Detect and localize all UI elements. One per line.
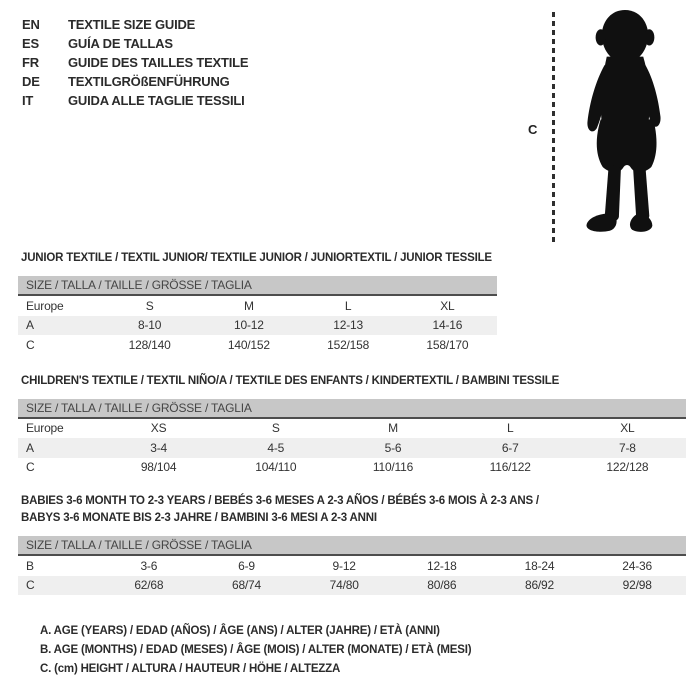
language-label: TEXTILGRÖßENFÜHRUNG bbox=[68, 74, 230, 89]
size-header-row: SIZE / TALLA / TAILLE / GRÖSSE / TAGLIA bbox=[18, 399, 686, 419]
language-row-fr bbox=[22, 53, 248, 72]
table-cell: 6-7 bbox=[501, 440, 519, 455]
language-label: GUIDA ALLE TAGLIE TESSILI bbox=[68, 93, 245, 108]
table-row bbox=[18, 316, 497, 336]
language-list bbox=[22, 15, 248, 110]
size-header-row: SIZE / TALLA / TAILLE / GRÖSSE / TAGLIA bbox=[18, 536, 686, 556]
legend-notes bbox=[40, 622, 700, 679]
note-age-months: B. AGE (MONTHS) / EDAD (MESES) / ÂGE (MOIS) / ALTER (MONATE) / ETÀ (MESI) bbox=[40, 644, 472, 656]
table-cell: 8-10 bbox=[138, 318, 162, 333]
children-size-table bbox=[18, 399, 686, 478]
table-cell: S bbox=[145, 298, 154, 313]
row-label: Europe bbox=[26, 298, 64, 313]
table-cell: 74/80 bbox=[329, 578, 359, 593]
table-cell: 128/140 bbox=[128, 337, 171, 352]
toddler-silhouette-icon bbox=[560, 8, 692, 246]
table-cell: 122/128 bbox=[606, 460, 649, 475]
language-label: GUIDE DES TAILLES TEXTILE bbox=[68, 55, 249, 70]
babies-table-title bbox=[21, 493, 700, 527]
table-row bbox=[18, 576, 686, 596]
row-label: A bbox=[26, 440, 34, 455]
note-height-cm: C. (cm) HEIGHT / ALTURA / HAUTEUR / HÖHE / ALTEZZA bbox=[40, 663, 341, 675]
tables-section bbox=[0, 250, 700, 679]
table-cell: 86/92 bbox=[524, 578, 554, 593]
language-code: FR bbox=[22, 55, 39, 70]
table-cell: 24-36 bbox=[622, 558, 652, 573]
table-cell: 12-18 bbox=[426, 558, 457, 573]
language-row-de bbox=[22, 72, 248, 91]
table-cell: XL bbox=[620, 421, 635, 436]
top-section bbox=[0, 0, 700, 250]
junior-section bbox=[18, 250, 700, 355]
table-cell: 92/98 bbox=[622, 578, 652, 593]
children-table-title: CHILDREN'S TEXTILE / TEXTIL NIÑO/A / TEXTILE DES ENFANTS / KINDERTEXTIL / BAMBINI TESSILE bbox=[21, 374, 560, 387]
table-cell: L bbox=[344, 298, 352, 313]
row-label: C bbox=[26, 578, 35, 593]
table-cell: 104/110 bbox=[255, 460, 297, 475]
language-code: DE bbox=[22, 74, 40, 89]
note-age-years: A. AGE (YEARS) / EDAD (AÑOS) / ÂGE (ANS) / ALTER (JAHRE) / ETÀ (ANNI) bbox=[40, 625, 440, 637]
language-row-en bbox=[22, 15, 248, 34]
table-cell: 110/116 bbox=[372, 460, 414, 475]
babies-title-line-2: BABYS 3-6 MONATE BIS 2-3 JAHRE / BAMBINI 3-6 MESI A 2-3 ANNI bbox=[21, 512, 377, 524]
table-cell: XS bbox=[150, 421, 167, 436]
table-cell: 18-24 bbox=[524, 558, 555, 573]
table-cell: 12-13 bbox=[333, 318, 363, 333]
table-cell: 5-6 bbox=[384, 440, 402, 455]
row-label: C bbox=[26, 460, 35, 475]
height-measure-label: C bbox=[528, 122, 538, 137]
table-cell: 152/158 bbox=[327, 337, 370, 352]
table-cell: 4-5 bbox=[267, 440, 285, 455]
language-code: IT bbox=[22, 93, 34, 108]
table-cell: 62/68 bbox=[134, 578, 164, 593]
table-cell: 7-8 bbox=[619, 440, 636, 455]
table-cell: 3-4 bbox=[150, 440, 167, 455]
language-label: TEXTILE SIZE GUIDE bbox=[68, 17, 196, 32]
table-row bbox=[18, 296, 497, 316]
row-label: B bbox=[26, 558, 34, 573]
language-code: EN bbox=[22, 17, 40, 32]
table-cell: 116/122 bbox=[489, 460, 531, 475]
table-cell: 68/74 bbox=[231, 578, 261, 593]
table-cell: 3-6 bbox=[140, 558, 158, 573]
table-cell: 140/152 bbox=[227, 337, 270, 352]
babies-title-line-1: BABIES 3-6 MONTH TO 2-3 YEARS / BEBÉS 3-6 MESES A 2-3 AÑOS / BÉBÉS 3-6 MOIS À 2-3 ANS / bbox=[21, 495, 539, 507]
table-cell: 80/86 bbox=[427, 578, 457, 593]
height-measure-figure bbox=[518, 4, 698, 248]
table-cell: 6-9 bbox=[238, 558, 255, 573]
row-label: C bbox=[26, 337, 35, 352]
babies-section bbox=[18, 493, 700, 595]
row-label: A bbox=[26, 318, 34, 333]
babies-size-table bbox=[18, 536, 686, 595]
table-cell: 98/104 bbox=[140, 460, 177, 475]
height-dashed-line bbox=[552, 12, 555, 242]
language-label: GUÍA DE TALLAS bbox=[68, 36, 173, 51]
row-label: Europe bbox=[26, 421, 64, 436]
table-cell: XL bbox=[440, 298, 455, 313]
children-section bbox=[18, 373, 700, 478]
table-row bbox=[18, 335, 497, 355]
language-row-es bbox=[22, 34, 248, 53]
language-row-it bbox=[22, 91, 248, 110]
table-cell: 158/170 bbox=[426, 337, 469, 352]
junior-table-title: JUNIOR TEXTILE / TEXTIL JUNIOR/ TEXTILE JUNIOR / JUNIORTEXTIL / JUNIOR TESSILE bbox=[21, 252, 492, 264]
size-header-row: SIZE / TALLA / TAILLE / GRÖSSE / TAGLIA bbox=[18, 276, 497, 296]
table-cell: M bbox=[388, 421, 398, 436]
table-cell: 14-16 bbox=[432, 318, 463, 333]
table-row bbox=[18, 556, 686, 576]
table-row bbox=[18, 458, 686, 478]
table-cell: S bbox=[271, 421, 280, 436]
table-row bbox=[18, 419, 686, 439]
junior-size-table bbox=[18, 276, 497, 355]
table-cell: 10-12 bbox=[234, 318, 264, 333]
table-cell: L bbox=[506, 421, 514, 436]
language-code: ES bbox=[22, 36, 39, 51]
table-cell: M bbox=[243, 298, 254, 313]
table-cell: 9-12 bbox=[332, 558, 356, 573]
table-row bbox=[18, 438, 686, 458]
